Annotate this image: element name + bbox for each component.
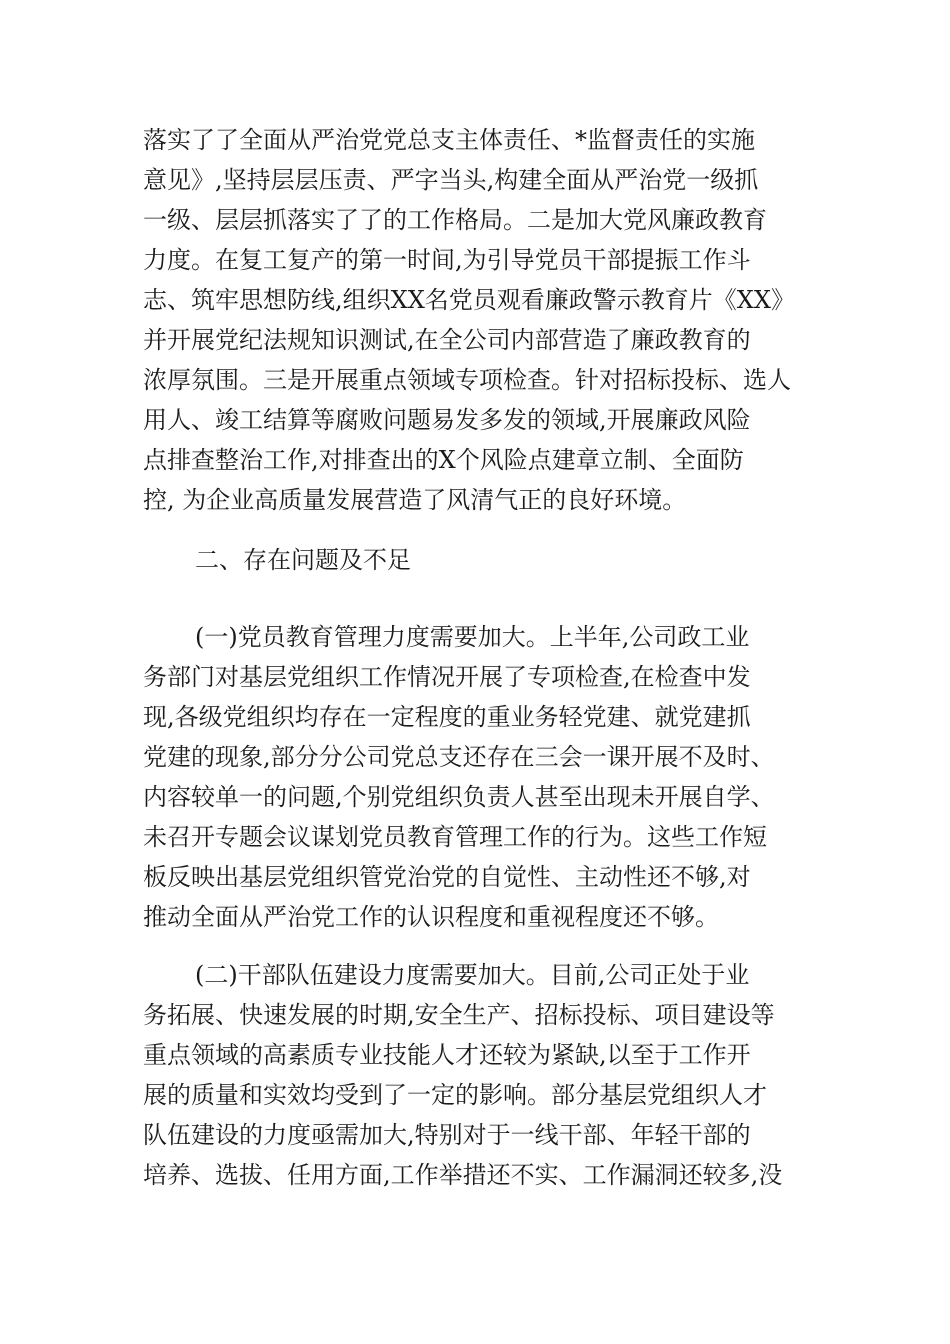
text-line: 队伍建设的力度亟需加大,特别对于一线干部、年轻干部的: [143, 1121, 751, 1149]
text-line: 党建的现象,部分分公司党总支还存在三会一课开展不及时、: [143, 743, 775, 771]
text-line: 内容较单一的问题,个别党组织负责人甚至出现未开展自学、: [143, 783, 775, 811]
text-line: (一)党员教育管理力度需要加大。上半年,公司政工业: [195, 623, 750, 651]
text-line: 未召开专题会议谋划党员教育管理工作的行为。这些工作短: [143, 823, 767, 851]
section-heading: [195, 540, 411, 580]
text-line: 力度。在复工复产的第一时间,为引导党员干部提振工作斗: [143, 246, 751, 274]
text-line: 务部门对基层党组织工作情况开展了专项检查,在检查中发: [143, 663, 751, 691]
text-line: 重点领域的高素质专业技能人才还较为紧缺,以至于工作开: [143, 1041, 751, 1069]
text-line: 落实了了全面从严治党党总支主体责任、*监督责任的实施: [143, 126, 755, 154]
text-line: 一级、层层抓落实了了的工作格局。二是加大党风廉政教育: [143, 206, 767, 234]
text-line: 板反映出基层党组织管党治党的自觉性、主动性还不够,对: [143, 863, 751, 891]
paragraph-party-discipline-results: [143, 120, 795, 520]
text-line: 点排查整治工作,对排查出的X个风险点建章立制、全面防: [143, 446, 744, 474]
text-line: 务拓展、快速发展的时期,安全生产、招标投标、项目建设等: [143, 1001, 775, 1029]
text-line: 用人、竣工结算等腐败问题易发多发的领域,开展廉政风险: [143, 406, 751, 434]
text-line: 并开展党纪法规知识测试,在全公司内部营造了廉政教育的: [143, 326, 751, 354]
text-line: 控, 为企业高质量发展营造了风清气正的良好环境。: [143, 486, 687, 514]
text-line: 展的质量和实效均受到了一定的影响。部分基层党组织人才: [143, 1081, 767, 1109]
paragraph-issue-cadre-building: [143, 955, 782, 1195]
text-line: 现,各级党组织均存在一定程度的重业务轻党建、就党建抓: [143, 703, 751, 731]
text-line: (二)干部队伍建设力度需要加大。目前,公司正处于业: [195, 961, 750, 989]
text-line: 志、筑牢思想防线,组织XX名党员观看廉政警示教育片《XX》: [143, 286, 795, 314]
text-line: 培养、选拔、任用方面,工作举措还不实、工作漏洞还较多,没: [143, 1161, 783, 1189]
text-line: 意见》,坚持层层压责、严字当头,构建全面从严治党一级抓: [143, 166, 759, 194]
text-line: 推动全面从严治党工作的认识程度和重视程度还不够。: [143, 903, 719, 931]
paragraph-issue-party-education: [143, 617, 775, 937]
section-heading-text: 二、存在问题及不足: [195, 546, 411, 574]
text-line: 浓厚氛围。三是开展重点领域专项检查。针对招标投标、选人: [143, 366, 791, 394]
